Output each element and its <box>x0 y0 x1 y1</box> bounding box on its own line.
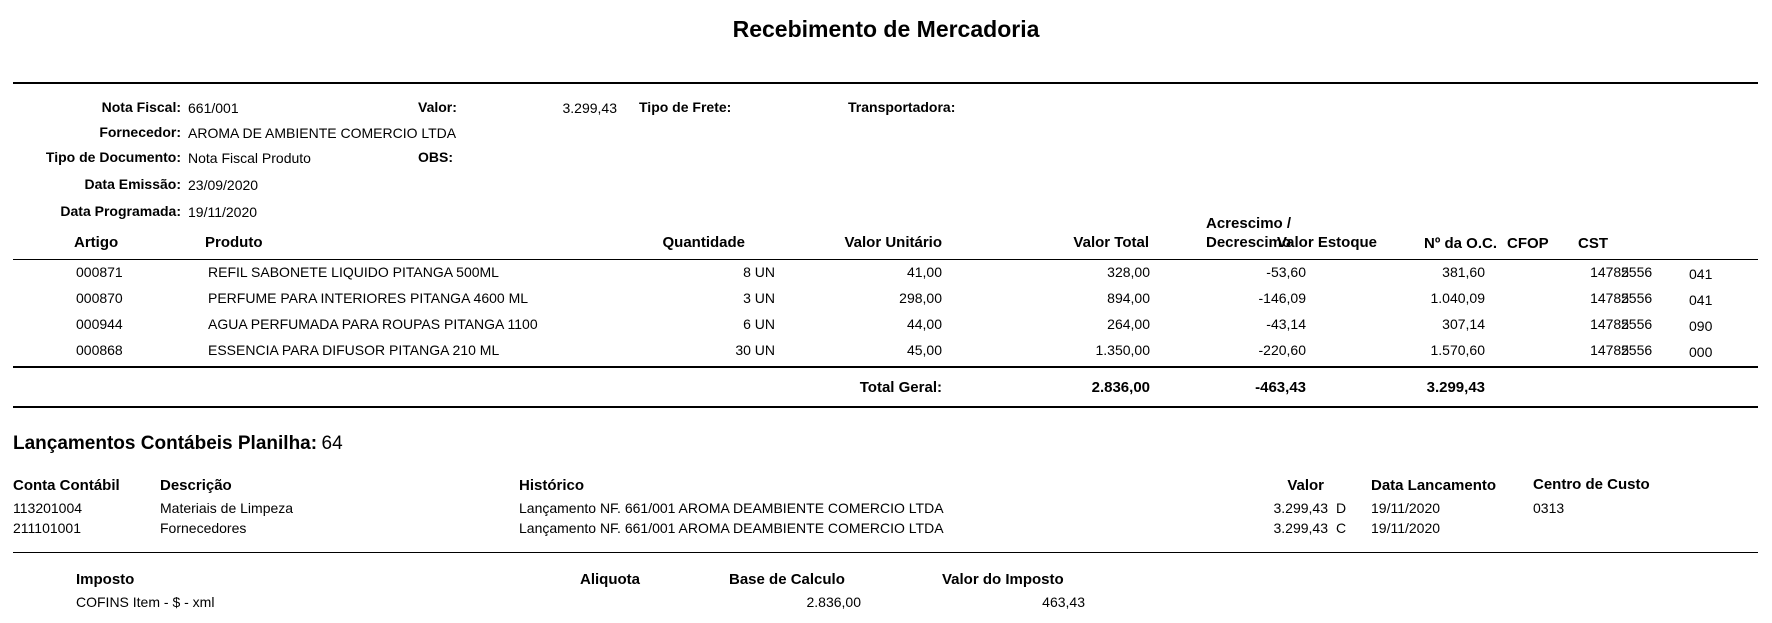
row-cfop: 2556 <box>1621 316 1653 332</box>
data-programada-value: 19/11/2020 <box>188 204 258 220</box>
lanc-conta: 211101001 <box>13 520 81 536</box>
obs-label: OBS: <box>418 149 453 165</box>
row-artigo: 000944 <box>76 316 123 332</box>
col-descricao: Descrição <box>160 477 232 494</box>
row-num-oc: 14785 <box>1590 290 1629 306</box>
row-quantidade: 3 UN <box>743 290 775 306</box>
lancamentos-heading <box>13 433 343 455</box>
total-valor-total: 2.836,00 <box>1091 379 1150 396</box>
col-centro-custo: Centro de Custo <box>1533 476 1650 493</box>
lanc-data: 19/11/2020 <box>1371 520 1441 536</box>
row-num-oc: 14785 <box>1590 264 1629 280</box>
row-num-oc: 14785 <box>1590 342 1629 358</box>
col-quantidade: Quantidade <box>662 234 745 251</box>
row-acrescimo: -146,09 <box>1258 290 1306 306</box>
imposto-nome: COFINS Item - $ - xml <box>76 594 215 610</box>
row-produto: PERFUME PARA INTERIORES PITANGA 4600 ML <box>208 290 529 306</box>
lanc-dc: C <box>1336 520 1347 536</box>
row-valor-estoque: 307,14 <box>1442 316 1485 332</box>
col-historico: Histórico <box>519 477 585 494</box>
tipo-documento-label: Tipo de Documento: <box>45 149 181 165</box>
col-aliquota: Aliquota <box>580 571 640 588</box>
row-valor-unitario: 41,00 <box>906 264 942 280</box>
row-produto: ESSENCIA PARA DIFUSOR PITANGA 210 ML <box>208 342 500 358</box>
col-valor: Valor <box>1287 477 1324 494</box>
row-artigo: 000868 <box>76 342 123 358</box>
tipo-documento-value: Nota Fiscal Produto <box>188 150 311 166</box>
row-artigo: 000870 <box>76 290 123 306</box>
lanc-data: 19/11/2020 <box>1371 500 1441 516</box>
top-divider <box>13 82 1758 84</box>
col-conta-contabil: Conta Contábil <box>13 477 120 494</box>
row-valor-total: 894,00 <box>1107 290 1150 306</box>
nota-fiscal-label: Nota Fiscal: <box>101 99 181 115</box>
col-acrescimo-line2: Decrescimo <box>1206 234 1292 251</box>
col-valor-imposto: Valor do Imposto <box>942 571 1064 588</box>
row-produto: REFIL SABONETE LIQUIDO PITANGA 500ML <box>208 264 499 280</box>
data-emissao-label: Data Emissão: <box>84 176 181 192</box>
fornecedor-label: Fornecedor: <box>99 124 181 140</box>
col-imposto: Imposto <box>76 571 135 588</box>
lanc-centro: 0313 <box>1533 500 1565 516</box>
col-valor-estoque: Valor Estoque <box>1276 234 1377 251</box>
data-programada-label: Data Programada: <box>60 203 181 219</box>
lancamentos-divider <box>13 552 1758 553</box>
total-valor-estoque: 3.299,43 <box>1426 379 1485 396</box>
row-acrescimo: -220,60 <box>1258 342 1306 358</box>
row-valor-total: 1.350,00 <box>1095 342 1150 358</box>
row-valor-total: 328,00 <box>1107 264 1150 280</box>
row-cst: 000 <box>1689 344 1713 360</box>
row-valor-estoque: 1.570,60 <box>1430 342 1485 358</box>
lanc-descricao: Fornecedores <box>160 520 247 536</box>
row-cfop: 2556 <box>1621 264 1653 280</box>
row-valor-estoque: 1.040,09 <box>1430 290 1485 306</box>
fornecedor-value: AROMA DE AMBIENTE COMERCIO LTDA <box>188 125 457 141</box>
col-cst: CST <box>1578 235 1608 252</box>
imposto-valor: 463,43 <box>1042 594 1085 610</box>
col-valor-unitario: Valor Unitário <box>844 234 942 251</box>
row-quantidade: 8 UN <box>743 264 775 280</box>
row-valor-unitario: 298,00 <box>899 290 942 306</box>
items-header-divider <box>13 259 1758 260</box>
row-cfop: 2556 <box>1621 290 1653 306</box>
row-quantidade: 30 UN <box>735 342 775 358</box>
row-cfop: 2556 <box>1621 342 1653 358</box>
row-artigo: 000871 <box>76 264 123 280</box>
lanc-valor: 3.299,43 <box>1273 500 1328 516</box>
imposto-base: 2.836,00 <box>806 594 861 610</box>
row-valor-total: 264,00 <box>1107 316 1150 332</box>
col-artigo: Artigo <box>74 234 119 251</box>
row-cst: 041 <box>1689 266 1713 282</box>
data-emissao-value: 23/09/2020 <box>188 177 259 193</box>
items-bottom-divider <box>13 366 1758 368</box>
valor-label: Valor: <box>418 99 457 115</box>
row-acrescimo: -53,60 <box>1266 264 1306 280</box>
planilha-number: 64 <box>321 433 343 454</box>
col-acrescimo-line1: Acrescimo / <box>1206 215 1292 232</box>
row-valor-estoque: 381,60 <box>1442 264 1485 280</box>
col-produto: Produto <box>205 234 263 251</box>
row-produto: AGUA PERFUMADA PARA ROUPAS PITANGA 1100 <box>208 316 538 332</box>
lanc-conta: 113201004 <box>13 500 83 516</box>
row-num-oc: 14785 <box>1590 316 1629 332</box>
col-valor-total: Valor Total <box>1073 234 1149 251</box>
row-cst: 090 <box>1689 318 1713 334</box>
totals-divider <box>13 406 1758 408</box>
row-valor-unitario: 44,00 <box>906 316 942 332</box>
lanc-valor: 3.299,43 <box>1273 520 1328 536</box>
total-geral-label: Total Geral: <box>859 379 942 396</box>
col-data-lancamento: Data Lancamento <box>1371 477 1497 494</box>
transportadora-label: Transportadora: <box>848 99 956 115</box>
lanc-historico: Lançamento NF. 661/001 AROMA DEAMBIENTE COMERCIO LTDA <box>519 500 944 516</box>
row-cst: 041 <box>1689 292 1713 308</box>
total-acrescimo: -463,43 <box>1255 379 1306 396</box>
nota-fiscal-value: 661/001 <box>188 100 239 116</box>
lanc-dc: D <box>1336 500 1347 516</box>
col-num-oc: Nº da O.C. <box>1424 235 1497 252</box>
valor-value: 3.299,43 <box>562 100 617 116</box>
col-cfop: CFOP <box>1507 235 1549 252</box>
row-quantidade: 6 UN <box>743 316 775 332</box>
col-base-calculo: Base de Calculo <box>729 571 845 588</box>
row-valor-unitario: 45,00 <box>906 342 942 358</box>
lanc-descricao: Materiais de Limpeza <box>160 500 294 516</box>
lanc-historico: Lançamento NF. 661/001 AROMA DEAMBIENTE COMERCIO LTDA <box>519 520 944 536</box>
row-acrescimo: -43,14 <box>1266 316 1306 332</box>
page-title: Recebimento de Mercadoria <box>732 16 1040 42</box>
tipo-frete-label: Tipo de Frete: <box>639 99 732 115</box>
lancamentos-label: Lançamentos Contábeis Planilha: <box>13 433 318 454</box>
